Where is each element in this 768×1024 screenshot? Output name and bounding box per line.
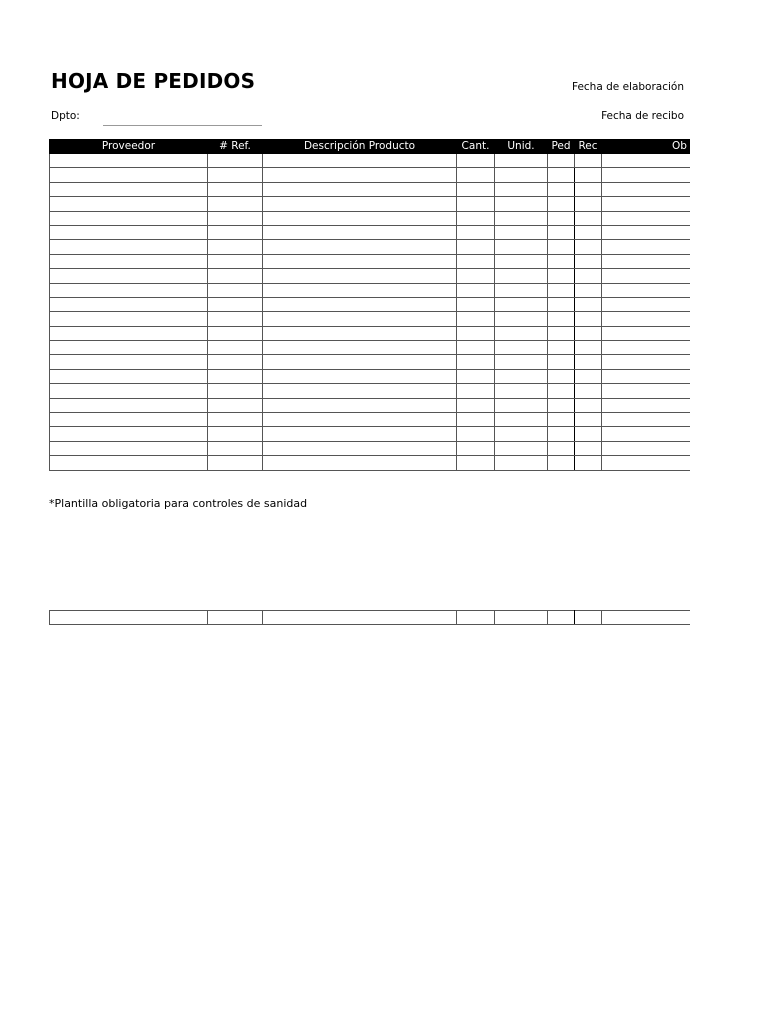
cell-unid[interactable] (495, 413, 548, 427)
cell-descripcion[interactable] (263, 369, 457, 383)
cell-ref[interactable] (208, 456, 263, 470)
cell-proveedor[interactable] (50, 398, 208, 412)
cell-ped[interactable] (548, 283, 575, 297)
table-row (50, 154, 691, 168)
cell-proveedor[interactable] (50, 611, 208, 625)
table-row (50, 369, 691, 383)
cell-ref[interactable] (208, 312, 263, 326)
cell-observaciones[interactable] (602, 182, 691, 196)
cell-ped[interactable] (548, 168, 575, 182)
cell-ref[interactable] (208, 398, 263, 412)
cell-cant[interactable] (457, 413, 495, 427)
cell-cant[interactable] (457, 341, 495, 355)
cell-ped[interactable] (548, 369, 575, 383)
cell-cant[interactable] (457, 211, 495, 225)
cell-cant[interactable] (457, 283, 495, 297)
cell-descripcion[interactable] (263, 182, 457, 196)
cell-ped[interactable] (548, 384, 575, 398)
cell-proveedor[interactable] (50, 312, 208, 326)
col-header-ped: Ped (548, 140, 575, 154)
cell-unid[interactable] (495, 211, 548, 225)
cell-unid[interactable] (495, 312, 548, 326)
cell-rec[interactable] (575, 441, 602, 455)
cell-cant[interactable] (457, 611, 495, 625)
cell-observaciones[interactable] (602, 269, 691, 283)
cell-ped[interactable] (548, 254, 575, 268)
cell-rec[interactable] (575, 283, 602, 297)
cell-cant[interactable] (457, 384, 495, 398)
cell-ref[interactable] (208, 297, 263, 311)
cell-proveedor[interactable] (50, 297, 208, 311)
cell-ped[interactable] (548, 197, 575, 211)
cell-observaciones[interactable] (602, 283, 691, 297)
cell-descripcion[interactable] (263, 456, 457, 470)
cell-rec[interactable] (575, 197, 602, 211)
cell-ref[interactable] (208, 427, 263, 441)
cell-descripcion[interactable] (263, 197, 457, 211)
cell-descripcion[interactable] (263, 384, 457, 398)
cell-rec[interactable] (575, 326, 602, 340)
cell-rec[interactable] (575, 154, 602, 168)
cell-ref[interactable] (208, 355, 263, 369)
cell-rec[interactable] (575, 254, 602, 268)
cell-ref[interactable] (208, 211, 263, 225)
table-row (50, 168, 691, 182)
table-row (50, 355, 691, 369)
table-row (50, 225, 691, 239)
table-row (50, 297, 691, 311)
cell-unid[interactable] (495, 441, 548, 455)
cell-proveedor[interactable] (50, 168, 208, 182)
cell-proveedor[interactable] (50, 456, 208, 470)
cell-observaciones[interactable] (602, 312, 691, 326)
cell-descripcion[interactable] (263, 154, 457, 168)
cell-cant[interactable] (457, 182, 495, 196)
cell-proveedor[interactable] (50, 154, 208, 168)
cell-ped[interactable] (548, 154, 575, 168)
cell-rec[interactable] (575, 355, 602, 369)
table-row (50, 398, 691, 412)
cell-descripcion[interactable] (263, 611, 457, 625)
dpto-input-line[interactable] (103, 125, 262, 126)
cell-cant[interactable] (457, 398, 495, 412)
cell-descripcion[interactable] (263, 413, 457, 427)
cell-descripcion[interactable] (263, 168, 457, 182)
cell-rec[interactable] (575, 427, 602, 441)
cell-ped[interactable] (548, 456, 575, 470)
table-row (50, 384, 691, 398)
table-row (50, 254, 691, 268)
cell-cant[interactable] (457, 254, 495, 268)
cell-rec[interactable] (575, 341, 602, 355)
cell-descripcion[interactable] (263, 225, 457, 239)
cell-ped[interactable] (548, 312, 575, 326)
cell-cant[interactable] (457, 441, 495, 455)
cell-unid[interactable] (495, 456, 548, 470)
cell-ref[interactable] (208, 254, 263, 268)
cell-unid[interactable] (495, 369, 548, 383)
cell-unid[interactable] (495, 326, 548, 340)
fecha-elaboracion-label: Fecha de elaboración (571, 81, 684, 93)
cell-ref[interactable] (208, 341, 263, 355)
cell-ped[interactable] (548, 225, 575, 239)
col-header-descripcion: Descripción Producto (263, 140, 457, 154)
table-row (50, 269, 691, 283)
cell-rec[interactable] (575, 384, 602, 398)
cell-ped[interactable] (548, 413, 575, 427)
cell-cant[interactable] (457, 154, 495, 168)
table-row (50, 326, 691, 340)
cell-proveedor[interactable] (50, 326, 208, 340)
cell-proveedor[interactable] (50, 225, 208, 239)
cell-proveedor[interactable] (50, 182, 208, 196)
col-header-cant: Cant. (457, 140, 495, 154)
cell-descripcion[interactable] (263, 283, 457, 297)
cell-rec[interactable] (575, 297, 602, 311)
cell-unid[interactable] (495, 355, 548, 369)
cell-ped[interactable] (548, 341, 575, 355)
cell-unid[interactable] (495, 225, 548, 239)
cell-descripcion[interactable] (263, 398, 457, 412)
cell-rec[interactable] (575, 240, 602, 254)
cell-descripcion[interactable] (263, 326, 457, 340)
cell-rec[interactable] (575, 369, 602, 383)
cell-cant[interactable] (457, 269, 495, 283)
cell-ref[interactable] (208, 441, 263, 455)
cell-cant[interactable] (457, 355, 495, 369)
cell-ref[interactable] (208, 168, 263, 182)
cell-rec[interactable] (575, 312, 602, 326)
col-header-unid: Unid. (495, 140, 548, 154)
cell-proveedor[interactable] (50, 355, 208, 369)
cell-unid[interactable] (495, 254, 548, 268)
cell-ped[interactable] (548, 326, 575, 340)
cell-ped[interactable] (548, 398, 575, 412)
cell-unid[interactable] (495, 269, 548, 283)
cell-ped[interactable] (548, 182, 575, 196)
cell-cant[interactable] (457, 197, 495, 211)
cell-rec[interactable] (575, 456, 602, 470)
cell-observaciones[interactable] (602, 427, 691, 441)
cell-rec[interactable] (575, 398, 602, 412)
footer-note: *Plantilla obligatoria para controles de sanidad (49, 497, 308, 510)
cell-cant[interactable] (457, 456, 495, 470)
cell-observaciones[interactable] (602, 154, 691, 168)
cell-observaciones[interactable] (602, 441, 691, 455)
table-row (50, 427, 691, 441)
cell-observaciones[interactable] (602, 168, 691, 182)
cell-rec[interactable] (575, 168, 602, 182)
table-row (50, 413, 691, 427)
cell-observaciones[interactable] (602, 384, 691, 398)
cell-rec[interactable] (575, 413, 602, 427)
cell-observaciones[interactable] (602, 355, 691, 369)
cell-ref[interactable] (208, 154, 263, 168)
cell-proveedor[interactable] (50, 240, 208, 254)
cell-ref[interactable] (208, 384, 263, 398)
cell-unid[interactable] (495, 154, 548, 168)
cell-unid[interactable] (495, 427, 548, 441)
cell-unid[interactable] (495, 168, 548, 182)
table-row (50, 182, 691, 196)
cell-cant[interactable] (457, 369, 495, 383)
cell-ref[interactable] (208, 611, 263, 625)
cell-ref[interactable] (208, 182, 263, 196)
cell-unid[interactable] (495, 398, 548, 412)
cell-proveedor[interactable] (50, 441, 208, 455)
cell-proveedor[interactable] (50, 341, 208, 355)
cell-descripcion[interactable] (263, 254, 457, 268)
cell-descripcion[interactable] (263, 427, 457, 441)
cell-rec[interactable] (575, 269, 602, 283)
order-table-container (49, 139, 690, 471)
fecha-recibo-label: Fecha de recibo (601, 110, 684, 122)
cell-cant[interactable] (457, 240, 495, 254)
cell-ref[interactable] (208, 283, 263, 297)
cell-observaciones[interactable] (602, 197, 691, 211)
cell-proveedor[interactable] (50, 269, 208, 283)
cell-ped[interactable] (548, 240, 575, 254)
cell-ref[interactable] (208, 269, 263, 283)
cell-cant[interactable] (457, 326, 495, 340)
cell-unid[interactable] (495, 182, 548, 196)
table-row (50, 611, 691, 625)
cell-observaciones[interactable] (602, 398, 691, 412)
cell-descripcion[interactable] (263, 355, 457, 369)
cell-observaciones[interactable] (602, 413, 691, 427)
cell-descripcion[interactable] (263, 211, 457, 225)
cell-observaciones[interactable] (602, 240, 691, 254)
cell-proveedor[interactable] (50, 283, 208, 297)
cell-rec[interactable] (575, 182, 602, 196)
cell-rec[interactable] (575, 211, 602, 225)
cell-ped[interactable] (548, 611, 575, 625)
col-header-proveedor: Proveedor (50, 140, 208, 154)
table-row (50, 456, 691, 470)
table-row (50, 441, 691, 455)
cell-observaciones[interactable] (602, 456, 691, 470)
cell-proveedor[interactable] (50, 254, 208, 268)
cell-ped[interactable] (548, 269, 575, 283)
cell-ref[interactable] (208, 413, 263, 427)
cell-rec[interactable] (575, 611, 602, 625)
cell-cant[interactable] (457, 225, 495, 239)
cell-proveedor[interactable] (50, 427, 208, 441)
cell-unid[interactable] (495, 197, 548, 211)
cell-proveedor[interactable] (50, 197, 208, 211)
table-row (50, 312, 691, 326)
table-row (50, 197, 691, 211)
cell-observaciones[interactable] (602, 254, 691, 268)
cell-ref[interactable] (208, 369, 263, 383)
order-table (49, 139, 690, 471)
cell-ref[interactable] (208, 225, 263, 239)
cell-ped[interactable] (548, 355, 575, 369)
cell-proveedor[interactable] (50, 384, 208, 398)
col-header-ref: # Ref. (208, 140, 263, 154)
cell-observaciones[interactable] (602, 211, 691, 225)
cell-ref[interactable] (208, 240, 263, 254)
cell-observaciones[interactable] (602, 611, 691, 625)
cell-rec[interactable] (575, 225, 602, 239)
cell-cant[interactable] (457, 427, 495, 441)
cell-observaciones[interactable] (602, 225, 691, 239)
cell-unid[interactable] (495, 240, 548, 254)
cell-proveedor[interactable] (50, 413, 208, 427)
cell-descripcion[interactable] (263, 240, 457, 254)
cell-unid[interactable] (495, 611, 548, 625)
table-row (50, 341, 691, 355)
cell-cant[interactable] (457, 312, 495, 326)
col-header-rec: Rec (575, 140, 602, 154)
cell-descripcion[interactable] (263, 297, 457, 311)
table-header-row (50, 140, 691, 154)
cell-cant[interactable] (457, 297, 495, 311)
cell-descripcion[interactable] (263, 441, 457, 455)
cell-cant[interactable] (457, 168, 495, 182)
extra-row-table (49, 610, 690, 625)
cell-descripcion[interactable] (263, 312, 457, 326)
cell-ped[interactable] (548, 427, 575, 441)
cell-observaciones[interactable] (602, 326, 691, 340)
cell-unid[interactable] (495, 384, 548, 398)
cell-observaciones[interactable] (602, 297, 691, 311)
cell-proveedor[interactable] (50, 369, 208, 383)
cell-observaciones[interactable] (602, 341, 691, 355)
table-row (50, 283, 691, 297)
page-title: HOJA DE PEDIDOS (51, 69, 256, 93)
table-row (50, 240, 691, 254)
cell-ped[interactable] (548, 441, 575, 455)
cell-ped[interactable] (548, 211, 575, 225)
cell-observaciones[interactable] (602, 369, 691, 383)
table-row (50, 211, 691, 225)
cell-ped[interactable] (548, 297, 575, 311)
cell-descripcion[interactable] (263, 341, 457, 355)
cell-unid[interactable] (495, 283, 548, 297)
cell-ref[interactable] (208, 326, 263, 340)
cell-ref[interactable] (208, 197, 263, 211)
cell-descripcion[interactable] (263, 269, 457, 283)
cell-proveedor[interactable] (50, 211, 208, 225)
extra-row-container (49, 610, 690, 625)
order-table-body (50, 154, 691, 471)
cell-unid[interactable] (495, 341, 548, 355)
cell-unid[interactable] (495, 297, 548, 311)
col-header-observaciones: Ob (602, 140, 691, 154)
dpto-label: Dpto: (51, 110, 80, 122)
